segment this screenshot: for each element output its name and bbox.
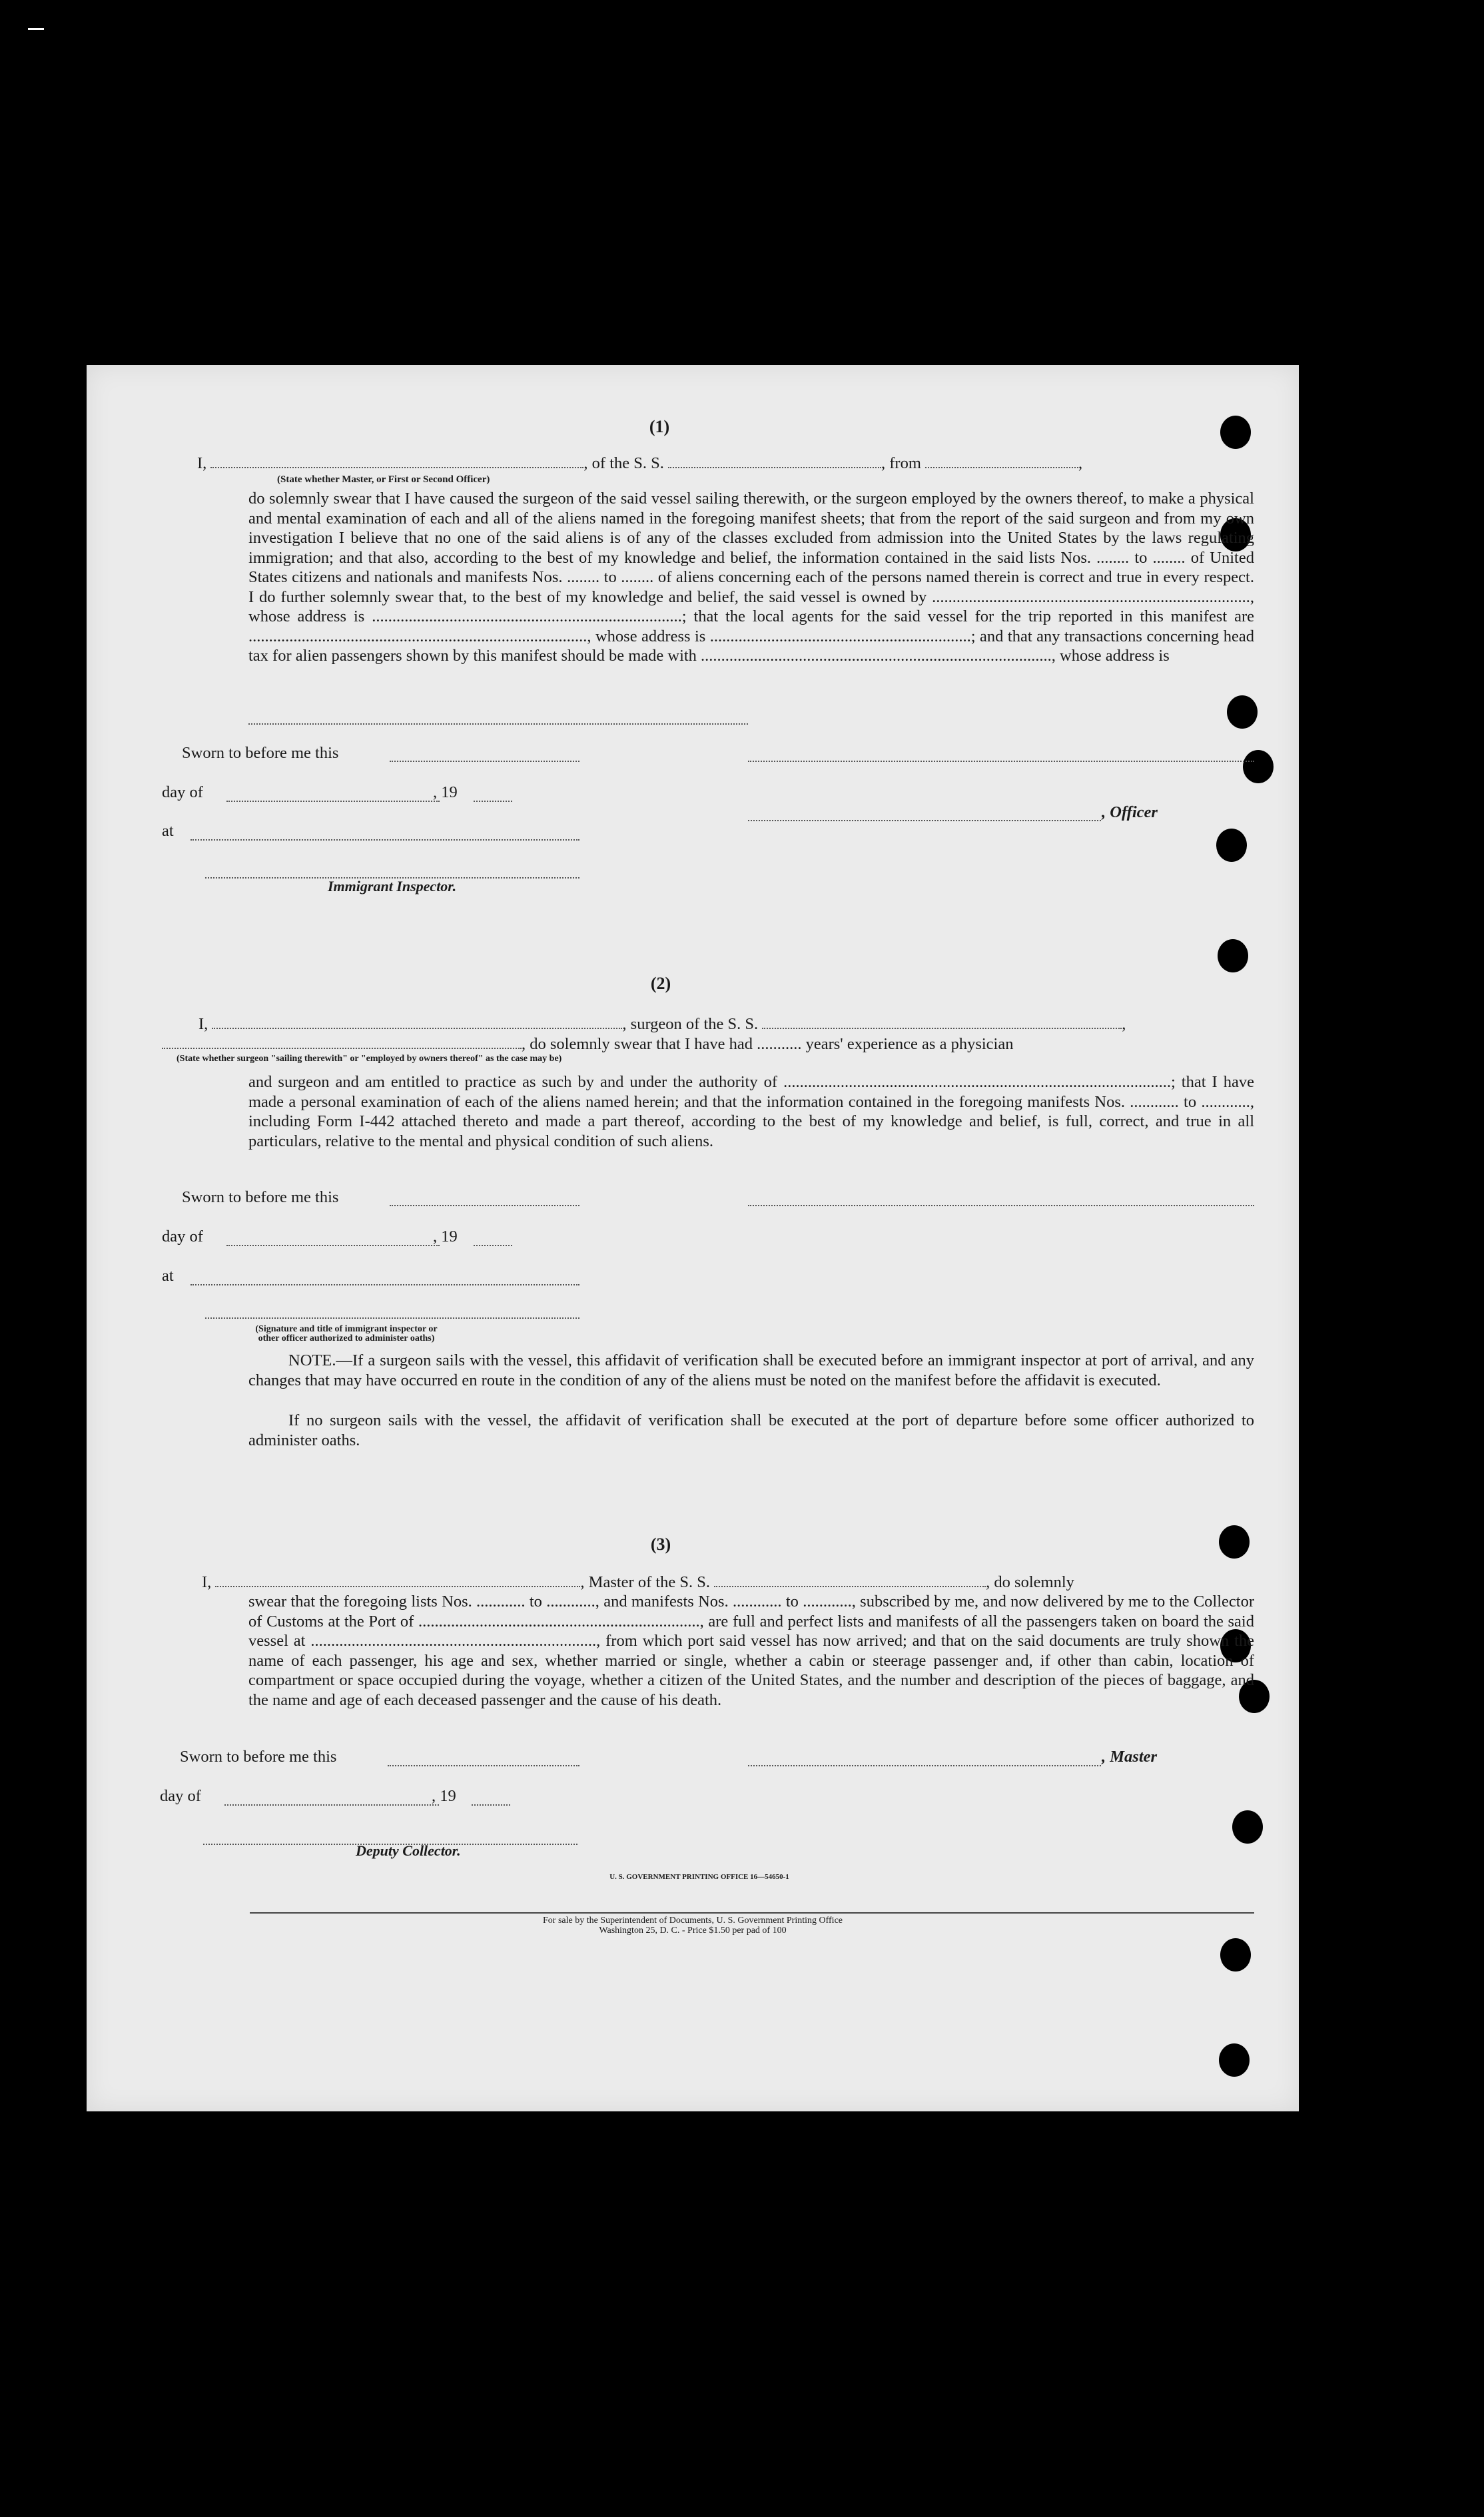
- year-field[interactable]: [472, 1803, 510, 1806]
- punch-hole: [1219, 1525, 1250, 1559]
- text-master-of: , Master of the S. S.: [580, 1573, 711, 1591]
- sworn-date-field[interactable]: [390, 759, 579, 762]
- sworn-label: Sworn to before me this: [182, 1188, 339, 1206]
- section1-opening-line: [197, 454, 1082, 473]
- note-paragraph-1: NOTE.—If a surgeon sails with the vessel, this affidavit of verification shall be executed before an immigrant inspector at port of arrival, and any changes that may have occurred en route in the condition of any of the aliens must be noted on the manifest before the affidavit is executed.: [248, 1351, 1254, 1389]
- vessel-name-field[interactable]: [714, 1575, 986, 1587]
- punch-hole: [1243, 750, 1274, 783]
- sworn-label: Sworn to before me this: [182, 744, 339, 762]
- sworn-date-field[interactable]: [390, 1204, 579, 1206]
- signature-hint-1: (Signature and title of immigrant inspector or: [255, 1324, 438, 1334]
- signature-hint-2: other officer authorized to administer oaths): [258, 1333, 435, 1343]
- year-label: , 19: [432, 1787, 456, 1805]
- year-label: , 19: [433, 783, 458, 801]
- punch-hole: [1216, 829, 1247, 862]
- address-continuation-line[interactable]: [248, 722, 748, 725]
- surgeon-signature-field[interactable]: [748, 1204, 1254, 1206]
- section-number: (2): [650, 974, 671, 993]
- master-signature-field[interactable]: [748, 1764, 1101, 1766]
- punch-hole: [1218, 939, 1248, 972]
- section-number: (1): [649, 417, 670, 436]
- surgeon-capacity-field[interactable]: [162, 1037, 522, 1049]
- text-do-solemnly: , do solemnly: [986, 1573, 1074, 1591]
- day-of-label: day of: [162, 783, 203, 801]
- section3-oath-paragraph: swear that the foregoing lists Nos. ............ to ............, and manifests Nos. ............ to ............, subscribed by me, and now delivered by me to the Collector of Customs at the Port of ....................................................................., are full and perfect lists and manifests of all the passengers taken on board the said vessel at ......................................................................, from which port said vessel has now arrived; and that on the said documents are truly shown the name of each passenger, his age and sex, whether married or single, whether a cabin or steerage passenger and, if other than cabin, location of compartment or space occupied during the voyage, whether a citizen of the United States, and the number and description of the pieces of baggage, and the name and age of each deceased passenger and the cause of his death.: [248, 1593, 1254, 1709]
- manifest-form-page: [87, 365, 1299, 2111]
- vessel-name-field[interactable]: [668, 456, 881, 468]
- deputy-collector-label: Deputy Collector.: [356, 1842, 461, 1859]
- section1-oath-paragraph: do solemnly swear that I have caused the surgeon of the said vessel sailing therewith, or the surgeon employed by the owners thereof, to make a physical and mental examination of each and all of the aliens named in the foregoing manifest sheets; that from the report of the said surgeon and from my own investigation I believe that no one of the said aliens is of any of the classes excluded from admission into the United States by the laws regulating immigration; and that also, according to the best of my knowledge and belief, the information contained in the said lists Nos. ........ to ........ of United States citizens and nationals and manifests Nos. ........ to ........ of aliens concerning each of the persons named therein is correct and true in every respect. I do further solemnly swear that, to the best of my knowledge and belief, the said vessel is owned by .............................................................................., whose address is ............................................................................; that the local agents for the said vessel for the trip reported in this manifest are ..................................................................................., whose address is ................................................................; and that any transactions concerning head tax for alien passengers shown by this manifest should be made with ......................................................................................, whose address is: [248, 490, 1254, 665]
- month-field[interactable]: [224, 1803, 439, 1806]
- year-field[interactable]: [474, 1244, 512, 1246]
- gpo-imprint: U. S. GOVERNMENT PRINTING OFFICE 16—54650-1: [609, 1873, 789, 1881]
- text-surgeon-of: , surgeon of the S. S.: [622, 1015, 759, 1033]
- officer-signature-field[interactable]: [748, 759, 1254, 762]
- year-field[interactable]: [474, 799, 512, 802]
- year-label: , 19: [433, 1228, 458, 1246]
- punch-hole: [1232, 1810, 1263, 1844]
- section2-opening-line: [198, 1015, 1126, 1034]
- at-label: at: [162, 1267, 174, 1285]
- punch-hole: [1227, 695, 1258, 729]
- place-field[interactable]: [190, 1283, 579, 1285]
- footer-rule: [250, 1912, 1254, 1914]
- sworn-date-field[interactable]: [388, 1764, 579, 1766]
- officer-name-field[interactable]: [210, 456, 583, 468]
- at-label: at: [162, 822, 174, 840]
- text-swear-line: , do solemnly swear that I have had ........... years' experience as a physician: [522, 1035, 1014, 1053]
- text-of-ss: , of the S. S.: [583, 454, 664, 472]
- section2-swear-line: [162, 1035, 1013, 1054]
- officer-title-label: , Officer: [1102, 803, 1158, 821]
- scan-mark: [28, 28, 44, 30]
- month-field[interactable]: [226, 799, 440, 802]
- day-of-label: day of: [160, 1787, 201, 1805]
- sale-notice-2: Washington 25, D. C. - Price $1.50 per pad of 100: [599, 1926, 787, 1936]
- master-label: , Master: [1102, 1748, 1158, 1766]
- inspector-signature-field[interactable]: [205, 1316, 579, 1319]
- surgeon-name-field[interactable]: [212, 1017, 622, 1029]
- section3-opening-line: [202, 1573, 1074, 1592]
- inspector-label: Immigrant Inspector.: [328, 878, 457, 895]
- section-number: (3): [650, 1535, 671, 1554]
- vessel-name-field[interactable]: [762, 1017, 1122, 1029]
- text-comma: ,: [1122, 1015, 1126, 1033]
- surgeon-hint: (State whether surgeon "sailing therewith" or "employed by owners thereof" as the case may be): [177, 1054, 562, 1064]
- text-i: I,: [202, 1573, 212, 1591]
- text-from: , from: [881, 454, 921, 472]
- section2-oath-paragraph: and surgeon and am entitled to practice as such by and under the authority of ...............................................................................................; that I have made a personal examination of each of the aliens named herein; and that the information contained in the foregoing manifests Nos. ............ to ............, including Form I-442 attached thereto and made a part thereof, according to the best of my knowledge and belief, is full, correct, and true in all particulars, relative to the mental and physical condition of such aliens.: [248, 1073, 1254, 1150]
- text-comma: ,: [1078, 454, 1083, 472]
- from-port-field[interactable]: [925, 456, 1078, 468]
- place-field[interactable]: [190, 838, 579, 841]
- month-field[interactable]: [226, 1244, 440, 1246]
- sworn-label: Sworn to before me this: [180, 1748, 337, 1766]
- note-paragraph-2: If no surgeon sails with the vessel, the affidavit of verification shall be executed at the port of departure before some officer authorized to administer oaths.: [248, 1411, 1254, 1449]
- punch-hole: [1220, 416, 1251, 449]
- punch-hole: [1220, 1938, 1251, 1972]
- punch-hole: [1219, 2043, 1250, 2077]
- text-i: I,: [198, 1015, 208, 1033]
- text-i: I,: [197, 454, 207, 472]
- officer-title-field[interactable]: [748, 819, 1101, 821]
- officer-hint: (State whether Master, or First or Second Officer): [277, 474, 490, 485]
- day-of-label: day of: [162, 1228, 203, 1246]
- master-name-field[interactable]: [215, 1575, 580, 1587]
- sale-notice-1: For sale by the Superintendent of Documents, U. S. Government Printing Office: [543, 1916, 843, 1926]
